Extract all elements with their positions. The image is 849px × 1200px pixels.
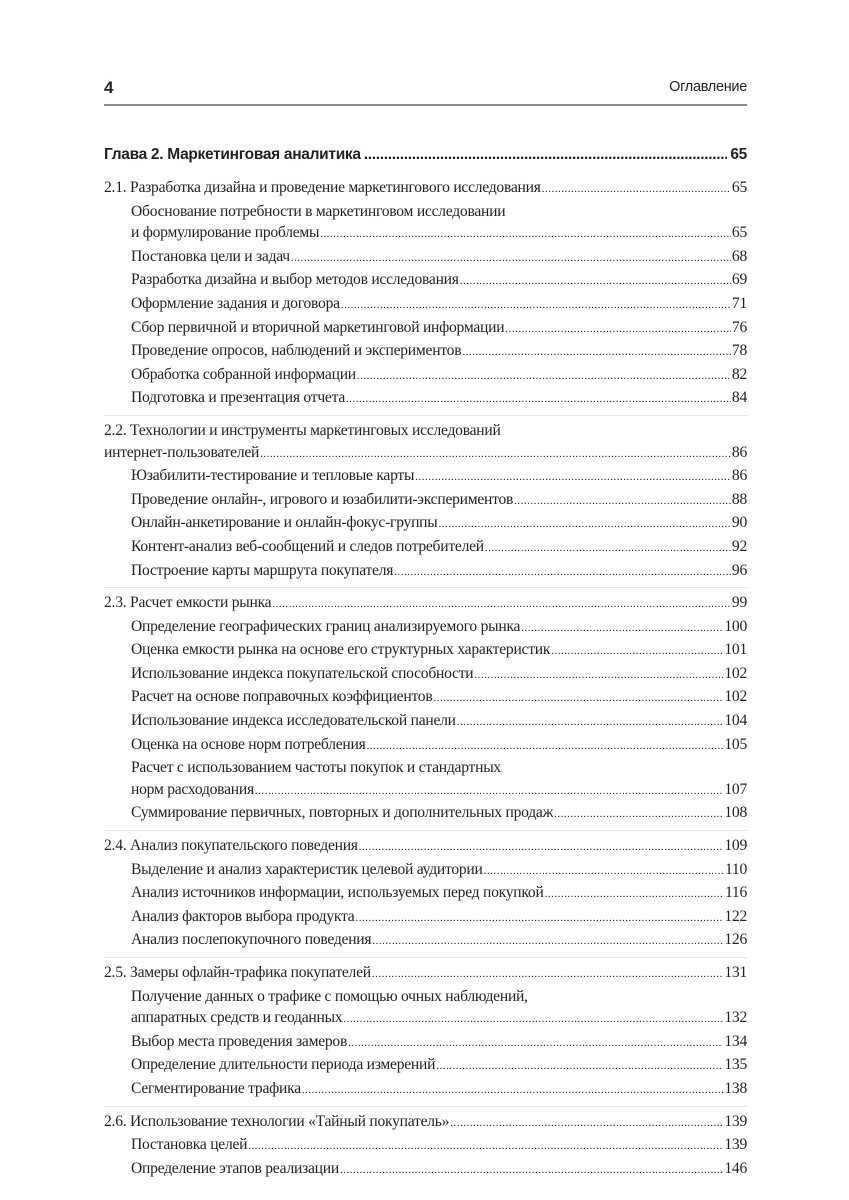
subsection-entry-page: 69	[731, 271, 747, 289]
subsection-entry-page: 107	[724, 780, 747, 798]
dot-leader	[348, 1033, 723, 1055]
section-entry-title: интернет-пользователей	[104, 443, 260, 461]
subsection-entry[interactable]	[104, 986, 747, 1031]
subsection-entry-row	[131, 364, 747, 388]
subsection-entry[interactable]	[104, 317, 747, 341]
subsection-entry-page: 126	[724, 931, 747, 949]
subsection-entry-title-line: Расчет с использованием частоты покупок и стандартных	[131, 759, 501, 777]
toc-section	[104, 1107, 747, 1186]
subsection-entry[interactable]	[104, 512, 747, 536]
subsection-entry[interactable]	[104, 882, 747, 906]
dot-leader	[439, 514, 731, 536]
subsection-entry-page: 78	[731, 342, 747, 360]
subsection-entry[interactable]	[104, 802, 747, 826]
subsection-entry-title: Проведение онлайн-, игрового и юзабилити-экспериментов	[131, 490, 514, 508]
subsection-entry-row	[131, 710, 747, 734]
section-entry-title: 2.3. Расчет емкости рынка	[104, 594, 272, 612]
dot-leader	[484, 861, 724, 883]
subsection-entry-page: 88	[731, 490, 747, 508]
section-entry-page: 86	[731, 443, 747, 461]
subsection-entry-page: 138	[724, 1079, 747, 1097]
section-entry-row	[104, 962, 747, 986]
subsection-entry-page: 139	[724, 1136, 747, 1154]
subsection-entry-page: 96	[731, 561, 747, 579]
chapter-page: 65	[730, 146, 747, 163]
subsection-entry-row	[131, 269, 747, 293]
subsection-entry-row	[131, 512, 747, 536]
subsection-entry[interactable]	[104, 465, 747, 489]
dot-leader	[359, 837, 724, 859]
subsection-entry-title: Разработка дизайна и выбор методов исследования	[131, 271, 459, 289]
dot-leader	[485, 538, 731, 560]
subsection-entry-row	[131, 560, 747, 584]
subsection-entry[interactable]	[104, 859, 747, 883]
subsection-entry-page: 82	[731, 365, 747, 383]
running-header	[104, 76, 747, 106]
subsection-entry[interactable]	[104, 1054, 747, 1078]
subsection-entry-page: 65	[731, 224, 747, 242]
section-entry-row	[104, 1111, 747, 1135]
subsection-entry-title: и формулирование проблемы	[131, 224, 320, 242]
subsection-entry-row	[131, 1007, 747, 1031]
subsection-entry[interactable]	[104, 293, 747, 317]
dot-leader	[554, 804, 723, 826]
dot-leader	[372, 931, 723, 953]
subsection-entry[interactable]	[104, 560, 747, 584]
subsection-entry[interactable]	[104, 364, 747, 388]
subsection-entry-title: Определение этапов реализации	[131, 1159, 339, 1177]
dot-leader	[355, 908, 723, 930]
dot-leader	[450, 1113, 723, 1135]
subsection-entry-row	[131, 293, 747, 317]
subsection-entry-row	[131, 906, 747, 930]
subsection-entry-page: 101	[724, 641, 747, 659]
table-of-contents	[104, 143, 747, 1185]
subsection-entry-page: 132	[724, 1009, 747, 1027]
subsection-entry-row	[131, 779, 747, 803]
dot-leader	[340, 1160, 723, 1182]
subsection-entry[interactable]	[104, 489, 747, 513]
dot-leader	[343, 1009, 723, 1031]
section-entry-row	[104, 442, 747, 466]
subsection-entry-page: 68	[731, 247, 747, 265]
subsection-entry[interactable]	[104, 340, 747, 364]
subsection-entry[interactable]	[104, 201, 747, 246]
subsection-entry-row	[131, 222, 747, 246]
dot-leader	[357, 366, 731, 388]
dot-leader	[551, 641, 723, 663]
subsection-entry-page: 146	[724, 1159, 747, 1177]
dot-leader	[505, 319, 731, 341]
subsection-entry-page: 134	[724, 1032, 747, 1050]
subsection-entry[interactable]	[104, 387, 747, 411]
subsection-entry-page: 102	[724, 688, 747, 706]
subsection-entry-title: Обработка собранной информации	[131, 365, 356, 383]
subsection-entry-page: 116	[724, 884, 747, 902]
subsection-entry-page: 108	[724, 804, 747, 822]
subsection-entry-page: 104	[724, 712, 747, 730]
dot-leader	[545, 884, 724, 906]
subsection-entry[interactable]	[104, 710, 747, 734]
subsection-entry-row	[131, 882, 747, 906]
subsection-entry[interactable]	[104, 639, 747, 663]
section-entry-title: 2.5. Замеры офлайн-трафика покупателей	[104, 964, 371, 981]
subsection-entry[interactable]	[104, 906, 747, 930]
dot-leader	[460, 271, 731, 293]
dot-leader	[255, 781, 723, 803]
subsection-entry-row	[131, 929, 747, 953]
subsection-entry-page: 110	[724, 860, 747, 878]
subsection-entry-row	[131, 1054, 747, 1078]
subsection-entry-page: 135	[724, 1056, 747, 1074]
subsection-entry-title: Подготовка и презентация отчета	[131, 389, 346, 407]
subsection-entry[interactable]	[104, 1031, 747, 1055]
dot-leader	[260, 444, 731, 466]
running-title: Оглавление	[669, 79, 747, 95]
subsection-entry-row	[131, 859, 747, 883]
subsection-entry-title: Выбор места проведения замеров	[131, 1032, 348, 1050]
dot-leader	[372, 964, 724, 986]
subsection-entry[interactable]	[104, 1158, 747, 1182]
section-entry-title-line: 2.2. Технологии и инструменты маркетинговых исследований	[104, 421, 501, 439]
subsection-entry-row	[131, 317, 747, 341]
dot-leader	[341, 295, 731, 317]
section-entry[interactable]	[104, 177, 747, 201]
subsection-entry-row	[131, 387, 747, 411]
dot-leader	[346, 389, 731, 411]
subsection-entry-row	[131, 734, 747, 758]
section-entry[interactable]	[104, 835, 747, 859]
subsection-entry-page: 84	[731, 389, 747, 407]
subsection-entry[interactable]	[104, 757, 747, 802]
subsection-entry-row	[131, 663, 747, 687]
page-number: 4	[104, 78, 114, 97]
toc-section	[104, 588, 747, 831]
dot-leader	[248, 1136, 723, 1158]
subsection-entry-row	[131, 616, 747, 640]
subsection-entry-title: Постановка целей	[131, 1136, 248, 1154]
subsection-entry-row	[131, 340, 747, 364]
subsection-entry[interactable]	[104, 734, 747, 758]
subsection-entry-title: Выделение и анализ характеристик целевой аудитории	[131, 860, 483, 878]
subsection-entry-title-line: Обоснование потребности в маркетинговом исследовании	[131, 202, 506, 220]
dot-leader	[272, 594, 731, 616]
subsection-entry-page: 86	[731, 467, 747, 485]
section-entry-page: 65	[731, 179, 747, 196]
subsection-entry[interactable]	[104, 929, 747, 953]
subsection-entry-title: Онлайн-анкетирование и онлайн-фокус-группы	[131, 514, 438, 532]
section-entry-row	[104, 835, 747, 859]
section-entry-page: 99	[731, 594, 747, 612]
subsection-entry-title: Оценка емкости рынка на основе его структурных характеристик	[131, 641, 551, 659]
subsection-entry-page: 71	[731, 294, 747, 312]
sections-list	[104, 173, 747, 1185]
subsection-entry-row	[131, 465, 747, 489]
dot-leader	[415, 467, 731, 489]
dot-leader	[302, 1080, 723, 1102]
dot-leader	[542, 179, 731, 201]
subsection-entry-row	[131, 1158, 747, 1182]
subsection-entry-row	[131, 246, 747, 270]
subsection-entry[interactable]	[104, 246, 747, 270]
subsection-entry-page: 92	[731, 537, 747, 555]
subsection-entry-page: 100	[724, 617, 747, 635]
section-entry[interactable]	[104, 420, 747, 465]
dot-leader	[364, 143, 728, 167]
dot-leader	[291, 248, 731, 270]
subsection-entry-row	[131, 1078, 747, 1102]
dot-leader	[462, 342, 731, 364]
subsection-entry-title: Использование индекса покупательской способности	[131, 664, 474, 682]
subsection-entry[interactable]	[104, 686, 747, 710]
subsection-entry-title: Построение карты маршрута покупателя	[131, 561, 394, 579]
subsection-entry-row	[131, 1134, 747, 1158]
subsection-entry-title: Сбор первичной и вторичной маркетинговой информации	[131, 318, 505, 336]
toc-section	[104, 958, 747, 1107]
dot-leader	[514, 491, 731, 513]
dot-leader	[436, 1056, 723, 1078]
subsection-entry-page: 76	[731, 318, 747, 336]
chapter-title: Глава 2. Маркетинговая аналитика	[104, 146, 361, 163]
subsection-entry-title: Оформление задания и договора	[131, 294, 340, 312]
section-entry-title: 2.6. Использование технологии «Тайный покупатель»	[104, 1112, 450, 1130]
subsection-entry-page: 90	[731, 514, 747, 532]
subsection-entry-row	[131, 802, 747, 826]
dot-leader	[457, 712, 724, 734]
section-entry[interactable]	[104, 592, 747, 616]
subsection-entry-title: Сегментирование трафика	[131, 1079, 301, 1097]
subsection-entry-page: 122	[724, 907, 747, 925]
subsection-entry-title: Использование индекса исследовательской панели	[131, 712, 456, 730]
subsection-entry-row	[131, 489, 747, 513]
subsection-entry-title: Расчет на основе поправочных коэффициентов	[131, 688, 433, 706]
subsection-entry-title-line: Получение данных о трафике с помощью очных наблюдений,	[131, 987, 528, 1005]
subsection-entry-title: Анализ факторов выбора продукта	[131, 907, 355, 925]
subsection-entry-title: Анализ источников информации, используемых перед покупкой	[131, 884, 544, 902]
section-entry[interactable]	[104, 1111, 747, 1135]
subsection-entry-title: Проведение опросов, наблюдений и экспериментов	[131, 342, 462, 360]
subsection-entry[interactable]	[104, 663, 747, 687]
subsection-entry-title: Постановка цели и задач	[131, 247, 290, 265]
subsection-entry-title: Контент-анализ веб-сообщений и следов потребителей	[131, 537, 484, 555]
dot-leader	[521, 618, 723, 640]
section-entry-row	[104, 177, 747, 201]
chapter-entry[interactable]	[104, 143, 747, 167]
subsection-entry-title: Юзабилити-тестирование и тепловые карты	[131, 467, 415, 485]
section-entry-title: 2.4. Анализ покупательского поведения	[104, 837, 358, 855]
subsection-entry-page: 102	[724, 664, 747, 682]
dot-leader	[394, 562, 731, 584]
section-entry[interactable]	[104, 962, 747, 986]
subsection-entry-page: 105	[724, 735, 747, 753]
subsection-entry-row	[131, 639, 747, 663]
subsection-entry-title: аппаратных средств и геоданных	[131, 1009, 343, 1027]
section-entry-page: 131	[724, 964, 747, 981]
subsection-entry[interactable]	[104, 1134, 747, 1158]
subsection-entry-title: Суммирование первичных, повторных и дополнительных продаж	[131, 804, 554, 822]
subsection-entry-title: Определение длительности периода измерений	[131, 1056, 436, 1074]
subsection-entry-title: Определение географических границ анализируемого рынка	[131, 617, 521, 635]
subsection-entry[interactable]	[104, 269, 747, 293]
toc-section	[104, 416, 747, 588]
toc-section	[104, 173, 747, 416]
subsection-entry[interactable]	[104, 1078, 747, 1102]
dot-leader	[433, 688, 723, 710]
subsection-entry[interactable]	[104, 616, 747, 640]
subsection-entry-title: Анализ послепокупочного поведения	[131, 931, 372, 949]
section-entry-page: 139	[724, 1112, 747, 1130]
subsection-entry-row	[131, 686, 747, 710]
subsection-entry-row	[131, 1031, 747, 1055]
dot-leader	[367, 736, 724, 758]
section-entry-title: 2.1. Разработка дизайна и проведение маркетингового исследования	[104, 179, 541, 196]
dot-leader	[474, 665, 723, 687]
section-entry-row	[104, 592, 747, 616]
subsection-entry-row	[131, 536, 747, 560]
subsection-entry[interactable]	[104, 536, 747, 560]
section-entry-page: 109	[724, 837, 747, 855]
dot-leader	[320, 224, 731, 246]
toc-section	[104, 831, 747, 958]
subsection-entry-title: норм расходования	[131, 780, 254, 798]
subsection-entry-title: Оценка на основе норм потребления	[131, 735, 366, 753]
